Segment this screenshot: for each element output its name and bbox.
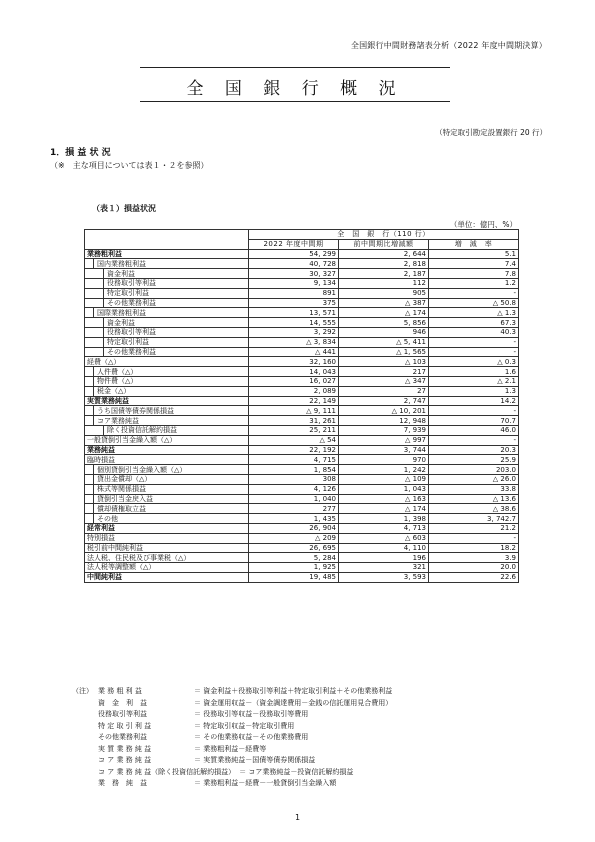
table-row — [85, 337, 519, 347]
cell-change: 7, 939 — [339, 425, 429, 435]
row-label: コア業務純益 — [85, 416, 249, 426]
footnote-item — [98, 721, 392, 733]
cell-rate: 1.3 — [429, 386, 519, 396]
cell-amount: 26, 904 — [249, 523, 339, 533]
cell-change: 946 — [339, 327, 429, 337]
cell-change: 1, 398 — [339, 514, 429, 524]
row-label: 特定取引利益 — [85, 288, 249, 298]
cell-change: 27 — [339, 386, 429, 396]
cell-rate: 40.3 — [429, 327, 519, 337]
cell-amount: 4, 715 — [249, 455, 339, 465]
column-header-rate: 増 減 率 — [429, 239, 519, 249]
cell-rate: △ 1.3 — [429, 308, 519, 318]
cell-change: 112 — [339, 278, 429, 288]
cell-rate: 203.0 — [429, 465, 519, 475]
footnote-item — [98, 778, 392, 790]
cell-rate: △ 2.1 — [429, 376, 519, 386]
table-row — [85, 504, 519, 514]
table-unit: （単位：億円、%） — [449, 220, 517, 229]
table-row — [85, 308, 519, 318]
cell-rate: - — [429, 533, 519, 543]
row-label: その他業務利益 — [85, 347, 249, 357]
cell-amount: 16, 027 — [249, 376, 339, 386]
table-row — [85, 396, 519, 406]
row-label: その他業務利益 — [85, 298, 249, 308]
cell-amount: 13, 571 — [249, 308, 339, 318]
row-label: 特定取引利益 — [85, 337, 249, 347]
cell-change: △ 387 — [339, 298, 429, 308]
cell-rate: △ 0.3 — [429, 357, 519, 367]
row-label: 株式等関係損益 — [85, 484, 249, 494]
footnote-definition: ＝ 業務粗利益－経費－一般貸倒引当金繰入額 — [194, 779, 337, 787]
cell-rate: 67.3 — [429, 318, 519, 328]
column-header-amount: 2022 年度中間期 — [249, 239, 339, 249]
cell-amount: 4, 126 — [249, 484, 339, 494]
footnote-term: 資 金 利 益 — [98, 698, 147, 707]
row-label: 貸出金償却（△） — [85, 474, 249, 484]
table-caption: （表１）損益状況 — [92, 204, 156, 213]
cell-amount: △ 54 — [249, 435, 339, 445]
cell-rate: 20.0 — [429, 563, 519, 573]
cell-amount: △ 441 — [249, 347, 339, 357]
cell-amount: △ 3, 834 — [249, 337, 339, 347]
footnote-item — [98, 709, 392, 721]
cell-change: 1, 242 — [339, 465, 429, 475]
footnotes — [72, 686, 393, 790]
cell-change: △ 174 — [339, 308, 429, 318]
row-label: 物件費（△） — [85, 376, 249, 386]
table-row — [85, 425, 519, 435]
row-label: 業務粗利益 — [85, 249, 249, 259]
table-row — [85, 318, 519, 328]
cell-change: 3, 593 — [339, 572, 429, 582]
table-row — [85, 367, 519, 377]
cell-amount: 19, 485 — [249, 572, 339, 582]
cell-change: 905 — [339, 288, 429, 298]
cell-rate: 22.6 — [429, 572, 519, 582]
row-label: うち国債等債券関係損益 — [85, 406, 249, 416]
cell-change: △ 997 — [339, 435, 429, 445]
cell-rate: △ 38.6 — [429, 504, 519, 514]
cell-amount: 54, 299 — [249, 249, 339, 259]
report-header-title: 全国銀行中間財務諸表分析（2022 年度中間期決算） — [350, 41, 547, 50]
row-label: 役務取引等利益 — [85, 278, 249, 288]
cell-amount: 1, 040 — [249, 494, 339, 504]
cell-amount: 40, 728 — [249, 259, 339, 269]
cell-rate: 33.8 — [429, 484, 519, 494]
cell-rate: 14.2 — [429, 396, 519, 406]
cell-rate: 70.7 — [429, 416, 519, 426]
cell-amount: 2, 089 — [249, 386, 339, 396]
table-row — [85, 288, 519, 298]
table-row — [85, 386, 519, 396]
cell-rate: - — [429, 288, 519, 298]
footnote-term: コ ア 業 務 純 益（除く投資信託解約損益） — [98, 767, 236, 776]
cell-amount: 22, 149 — [249, 396, 339, 406]
cell-change: △ 5, 411 — [339, 337, 429, 347]
cell-amount: 14, 043 — [249, 367, 339, 377]
scope-note: （特定取引勘定設置銀行 20 行） — [435, 128, 547, 137]
table-row — [85, 357, 519, 367]
footnote-item — [98, 698, 392, 710]
table-header-row-1 — [85, 230, 519, 240]
cell-rate: △ 26.0 — [429, 474, 519, 484]
cell-change: △ 174 — [339, 504, 429, 514]
group-header: 全 国 銀 行（110 行） — [249, 230, 519, 240]
row-label: 中間純利益 — [85, 572, 249, 582]
cell-amount: 277 — [249, 504, 339, 514]
footnote-prefix: （注） — [72, 687, 93, 695]
column-header-change: 前中間期比増減額 — [339, 239, 429, 249]
footnote-definition: ＝ その他業務収益－その他業務費用 — [194, 733, 309, 741]
cell-change: 5, 856 — [339, 318, 429, 328]
table-row — [85, 465, 519, 475]
row-label: 経常利益 — [85, 523, 249, 533]
table-row — [85, 494, 519, 504]
cell-rate: 21.2 — [429, 523, 519, 533]
title-bottom-rule — [140, 101, 450, 102]
cell-amount: 375 — [249, 298, 339, 308]
footnote-term: 業 務 純 益 — [98, 779, 147, 787]
cell-change: △ 163 — [339, 494, 429, 504]
section-note: （※ 主な項目については表１・２を参照） — [50, 161, 209, 170]
cell-change: △ 103 — [339, 357, 429, 367]
row-label: 業務純益 — [85, 445, 249, 455]
table-row — [85, 533, 519, 543]
cell-change: 196 — [339, 553, 429, 563]
table-row — [85, 249, 519, 259]
row-label: 経費（△） — [85, 357, 249, 367]
table-row — [85, 563, 519, 573]
cell-amount: 1, 925 — [249, 563, 339, 573]
table-row — [85, 543, 519, 553]
cell-rate: - — [429, 347, 519, 357]
cell-rate: 3, 742.7 — [429, 514, 519, 524]
cell-amount: △ 209 — [249, 533, 339, 543]
cell-rate: 20.3 — [429, 445, 519, 455]
page-number: 1 — [294, 813, 301, 822]
cell-amount: 25, 211 — [249, 425, 339, 435]
table-row — [85, 553, 519, 563]
cell-change: 2, 644 — [339, 249, 429, 259]
cell-change: △ 1, 565 — [339, 347, 429, 357]
cell-rate: 1.2 — [429, 278, 519, 288]
footnote-definition: ＝ 役務取引等収益－役務取引等費用 — [194, 710, 309, 718]
cell-change: 12, 948 — [339, 416, 429, 426]
cell-change: △ 347 — [339, 376, 429, 386]
row-label: 除く投資信託解約損益 — [85, 425, 249, 435]
table-row — [85, 298, 519, 308]
cell-rate: 18.2 — [429, 543, 519, 553]
footnote-definition: ＝ 資金運用収益－（資金調達費用－金銭の信託運用見合費用） — [194, 698, 393, 707]
table-row — [85, 572, 519, 582]
footnote-definition: ＝ 業務粗利益－経費等 — [194, 744, 267, 753]
row-label: 税金（△） — [85, 386, 249, 396]
cell-amount: 14, 555 — [249, 318, 339, 328]
cell-amount: 5, 284 — [249, 553, 339, 563]
cell-change: 2, 818 — [339, 259, 429, 269]
table-row — [85, 347, 519, 357]
cell-change: 217 — [339, 367, 429, 377]
footnote-term: 実 質 業 務 純 益 — [98, 744, 152, 753]
cell-change: 2, 187 — [339, 269, 429, 279]
row-label: 人件費（△） — [85, 367, 249, 377]
footnote-definition: ＝ 特定取引収益－特定取引費用 — [194, 721, 295, 730]
cell-amount: 32, 160 — [249, 357, 339, 367]
table-row — [85, 278, 519, 288]
cell-change: △ 603 — [339, 533, 429, 543]
row-label: 法人税、住民税及び事業税（△） — [85, 553, 249, 563]
header-blank-cell — [85, 230, 249, 250]
cell-change: 321 — [339, 563, 429, 573]
cell-rate: 7.4 — [429, 259, 519, 269]
footnote-item — [98, 732, 392, 744]
row-label: 役務取引等利益 — [85, 327, 249, 337]
cell-amount: 3, 292 — [249, 327, 339, 337]
table-row — [85, 259, 519, 269]
table-row — [85, 269, 519, 279]
cell-amount: 1, 435 — [249, 514, 339, 524]
row-label: 法人税等調整額（△） — [85, 563, 249, 573]
cell-rate: - — [429, 406, 519, 416]
row-label: 資金利益 — [85, 269, 249, 279]
table-row — [85, 523, 519, 533]
footnote-term: その他業務利益 — [98, 733, 147, 741]
footnote-item — [98, 767, 392, 779]
cell-amount: 9, 134 — [249, 278, 339, 288]
footnote-term: 特 定 取 引 利 益 — [98, 721, 152, 730]
footnote-definition: ＝ コア業務純益－投資信託解約損益 — [239, 767, 354, 776]
cell-amount: 30, 327 — [249, 269, 339, 279]
row-label: 償却債権取立益 — [85, 504, 249, 514]
footnote-term: 役務取引等利益 — [98, 710, 147, 718]
cell-rate: 3.9 — [429, 553, 519, 563]
income-table — [84, 229, 519, 583]
cell-amount: 31, 261 — [249, 416, 339, 426]
cell-amount: 22, 192 — [249, 445, 339, 455]
table-row — [85, 327, 519, 337]
table-row — [85, 455, 519, 465]
cell-rate: 7.8 — [429, 269, 519, 279]
table-row — [85, 376, 519, 386]
row-label: 資金利益 — [85, 318, 249, 328]
cell-rate: △ 50.8 — [429, 298, 519, 308]
footnote-item — [98, 755, 392, 767]
table-row — [85, 484, 519, 494]
cell-rate: - — [429, 435, 519, 445]
cell-change: △ 109 — [339, 474, 429, 484]
table-row — [85, 474, 519, 484]
row-label: 実質業務純益 — [85, 396, 249, 406]
cell-amount: 1, 854 — [249, 465, 339, 475]
section-heading: 1．損 益 状 況 — [50, 148, 111, 158]
row-label: 特別損益 — [85, 533, 249, 543]
cell-rate: △ 13.6 — [429, 494, 519, 504]
table-row — [85, 406, 519, 416]
footnote-definition: ＝ 資金利益＋役務取引等利益＋特定取引利益＋その他業務利益 — [194, 687, 393, 695]
cell-amount: 891 — [249, 288, 339, 298]
title-top-rule — [140, 67, 450, 68]
footnote-item — [72, 686, 393, 698]
table-row — [85, 435, 519, 445]
cell-change: 1, 043 — [339, 484, 429, 494]
row-label: 臨時損益 — [85, 455, 249, 465]
cell-change: 2, 747 — [339, 396, 429, 406]
row-label: 一般貸倒引当金繰入額（△） — [85, 435, 249, 445]
table-row — [85, 514, 519, 524]
cell-rate: 5.1 — [429, 249, 519, 259]
footnote-term: 業 務 粗 利 益 — [98, 687, 142, 695]
footnote-term: コ ア 業 務 純 益 — [98, 756, 152, 764]
cell-rate: 46.0 — [429, 425, 519, 435]
row-label: 国内業務粗利益 — [85, 259, 249, 269]
cell-amount: 26, 695 — [249, 543, 339, 553]
cell-change: 3, 744 — [339, 445, 429, 455]
footnote-item — [98, 744, 392, 756]
table-row — [85, 416, 519, 426]
row-label: 税引前中間純利益 — [85, 543, 249, 553]
row-label: その他 — [85, 514, 249, 524]
row-label: 個別貸倒引当金繰入額（△） — [85, 465, 249, 475]
cell-change: 970 — [339, 455, 429, 465]
cell-change: △ 10, 201 — [339, 406, 429, 416]
cell-amount: 308 — [249, 474, 339, 484]
row-label: 貸倒引当金戻入益 — [85, 494, 249, 504]
cell-rate: 25.9 — [429, 455, 519, 465]
cell-change: 4, 713 — [339, 523, 429, 533]
page-title: 全 国 銀 行 概 況 — [186, 79, 404, 99]
cell-change: 4, 110 — [339, 543, 429, 553]
cell-rate: 1.6 — [429, 367, 519, 377]
row-label: 国際業務粗利益 — [85, 308, 249, 318]
cell-rate: - — [429, 337, 519, 347]
footnote-definition: ＝ 実質業務純益－国債等債券関係損益 — [194, 756, 316, 764]
table-row — [85, 445, 519, 455]
cell-amount: △ 9, 111 — [249, 406, 339, 416]
